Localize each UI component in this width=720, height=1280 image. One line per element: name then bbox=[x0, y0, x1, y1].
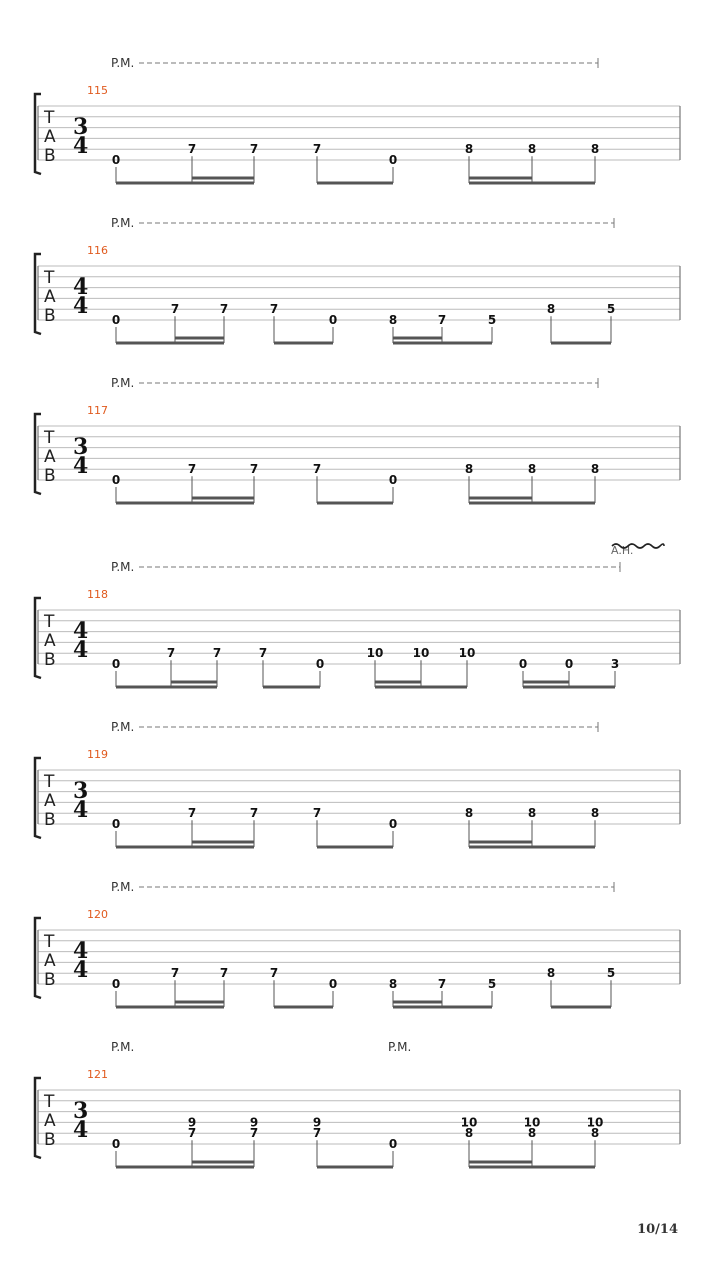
tab-clef-letter: B bbox=[44, 466, 56, 486]
fret-number: 8 bbox=[590, 462, 600, 477]
tab-clef-letter: B bbox=[44, 810, 56, 830]
palm-mute-label: P.M. bbox=[111, 56, 135, 70]
fret-number: 7 bbox=[249, 142, 259, 157]
fret-number: 7 bbox=[269, 302, 279, 317]
palm-mute-label: P.M. bbox=[111, 560, 135, 574]
tab-clef-letter: B bbox=[44, 970, 56, 990]
fret-number: 8 bbox=[527, 806, 537, 821]
measure-number: 119 bbox=[87, 748, 108, 761]
time-signature-bottom: 4 bbox=[73, 1117, 89, 1143]
fret-number: 10 bbox=[366, 646, 384, 661]
tab-clef-letter: B bbox=[44, 650, 56, 670]
time-signature-top: 3 bbox=[73, 114, 89, 140]
fret-number: 7 bbox=[258, 646, 268, 661]
fret-number: 7 bbox=[249, 462, 259, 477]
fret-number: 7 bbox=[269, 966, 279, 981]
palm-mute-label: P.M. bbox=[111, 720, 135, 734]
tab-clef-letter: B bbox=[44, 306, 56, 326]
fret-number: 0 bbox=[111, 473, 121, 487]
fret-number: 5 bbox=[606, 302, 616, 317]
measure-number: 121 bbox=[87, 1068, 108, 1081]
fret-number: 7 bbox=[187, 462, 197, 477]
tab-clef-letter: T bbox=[44, 428, 55, 448]
fret-number: 8 bbox=[388, 977, 398, 991]
tab-clef-letter: A bbox=[44, 287, 56, 307]
fret-number: 3 bbox=[610, 657, 620, 671]
fret-number: 0 bbox=[518, 657, 528, 671]
measure-number: 116 bbox=[87, 244, 108, 257]
fret-number: 0 bbox=[328, 977, 338, 991]
palm-mute-label: P.M. bbox=[111, 376, 135, 390]
fret-number: 7 bbox=[437, 977, 447, 991]
fret-number: 8 bbox=[590, 806, 600, 821]
fret-number: 0 bbox=[388, 473, 398, 487]
fret-number: 9 bbox=[312, 1115, 322, 1130]
fret-number: 8 bbox=[527, 142, 537, 157]
fret-number: 7 bbox=[312, 142, 322, 157]
tab-clef-letter: T bbox=[44, 268, 55, 288]
fret-number: 0 bbox=[328, 313, 338, 327]
tab-clef-letter: B bbox=[44, 1130, 56, 1150]
fret-number: 8 bbox=[590, 1126, 600, 1141]
fret-number: 8 bbox=[464, 1126, 474, 1141]
fret-number: 0 bbox=[388, 153, 398, 167]
fret-number: 7 bbox=[249, 806, 259, 821]
fret-number: 7 bbox=[312, 806, 322, 821]
fret-number: 0 bbox=[315, 657, 325, 671]
fret-number: 0 bbox=[564, 657, 574, 671]
fret-number: 0 bbox=[111, 657, 121, 671]
time-signature-bottom: 4 bbox=[73, 797, 89, 823]
fret-number: 8 bbox=[388, 313, 398, 327]
fret-number: 8 bbox=[527, 1126, 537, 1141]
fret-number: 7 bbox=[437, 313, 447, 327]
fret-number: 7 bbox=[249, 1126, 259, 1141]
fret-number: 7 bbox=[187, 142, 197, 157]
tab-clef-letter: T bbox=[44, 772, 55, 792]
fret-number: 0 bbox=[388, 817, 398, 831]
fret-number: 5 bbox=[606, 966, 616, 981]
tab-clef-letter: A bbox=[44, 631, 56, 651]
fret-number: 8 bbox=[464, 806, 474, 821]
fret-number: 0 bbox=[111, 1137, 121, 1151]
fret-number: 0 bbox=[111, 313, 121, 327]
fret-number: 10 bbox=[458, 646, 476, 661]
palm-mute-label: P.M. bbox=[111, 216, 135, 230]
time-signature-top: 4 bbox=[73, 938, 89, 964]
time-signature-bottom: 4 bbox=[73, 133, 89, 159]
time-signature-top: 3 bbox=[73, 434, 89, 460]
fret-number: 5 bbox=[487, 313, 497, 327]
time-signature-bottom: 4 bbox=[73, 453, 89, 479]
palm-mute-label: P.M. bbox=[388, 1040, 412, 1054]
tab-clef-letter: T bbox=[44, 1092, 55, 1112]
measure-number: 120 bbox=[87, 908, 108, 921]
fret-number: 7 bbox=[212, 646, 222, 661]
tab-clef-letter: A bbox=[44, 1111, 56, 1131]
artificial-harmonic-label: A.H. bbox=[611, 544, 634, 557]
fret-number: 7 bbox=[312, 1126, 322, 1141]
fret-number: 7 bbox=[187, 806, 197, 821]
fret-number: 7 bbox=[187, 1126, 197, 1141]
fret-number: 9 bbox=[249, 1115, 259, 1130]
fret-number: 5 bbox=[487, 977, 497, 991]
fret-number: 8 bbox=[464, 462, 474, 477]
time-signature-bottom: 4 bbox=[73, 293, 89, 319]
palm-mute-label: P.M. bbox=[111, 880, 135, 894]
fret-number: 0 bbox=[388, 1137, 398, 1151]
fret-number: 10 bbox=[523, 1115, 541, 1130]
tab-clef-letter: T bbox=[44, 932, 55, 952]
fret-number: 10 bbox=[412, 646, 430, 661]
palm-mute-label: P.M. bbox=[111, 1040, 135, 1054]
fret-number: 8 bbox=[546, 966, 556, 981]
fret-number: 9 bbox=[187, 1115, 197, 1130]
tab-clef-letter: A bbox=[44, 127, 56, 147]
fret-number: 8 bbox=[464, 142, 474, 157]
time-signature-top: 3 bbox=[73, 1098, 89, 1124]
tab-clef-letter: A bbox=[44, 447, 56, 467]
tab-clef-letter: B bbox=[44, 146, 56, 166]
time-signature-top: 4 bbox=[73, 618, 89, 644]
measure-number: 117 bbox=[87, 404, 108, 417]
time-signature-top: 4 bbox=[73, 274, 89, 300]
time-signature-bottom: 4 bbox=[73, 957, 89, 983]
tab-clef-letter: T bbox=[44, 108, 55, 128]
fret-number: 0 bbox=[111, 977, 121, 991]
fret-number: 7 bbox=[166, 646, 176, 661]
measure-number: 115 bbox=[87, 84, 108, 97]
fret-number: 7 bbox=[219, 966, 229, 981]
time-signature-top: 3 bbox=[73, 778, 89, 804]
tab-clef-letter: A bbox=[44, 951, 56, 971]
fret-number: 0 bbox=[111, 153, 121, 167]
fret-number: 7 bbox=[170, 302, 180, 317]
fret-number: 10 bbox=[586, 1115, 604, 1130]
fret-number: 8 bbox=[590, 142, 600, 157]
tab-clef-letter: A bbox=[44, 791, 56, 811]
page-number: 10/14 bbox=[637, 1222, 678, 1237]
measure-number: 118 bbox=[87, 588, 108, 601]
fret-number: 10 bbox=[460, 1115, 478, 1130]
tab-clef-letter: T bbox=[44, 612, 55, 632]
fret-number: 8 bbox=[527, 462, 537, 477]
fret-number: 0 bbox=[111, 817, 121, 831]
time-signature-bottom: 4 bbox=[73, 637, 89, 663]
fret-number: 8 bbox=[546, 302, 556, 317]
fret-number: 7 bbox=[170, 966, 180, 981]
fret-number: 7 bbox=[219, 302, 229, 317]
fret-number: 7 bbox=[312, 462, 322, 477]
